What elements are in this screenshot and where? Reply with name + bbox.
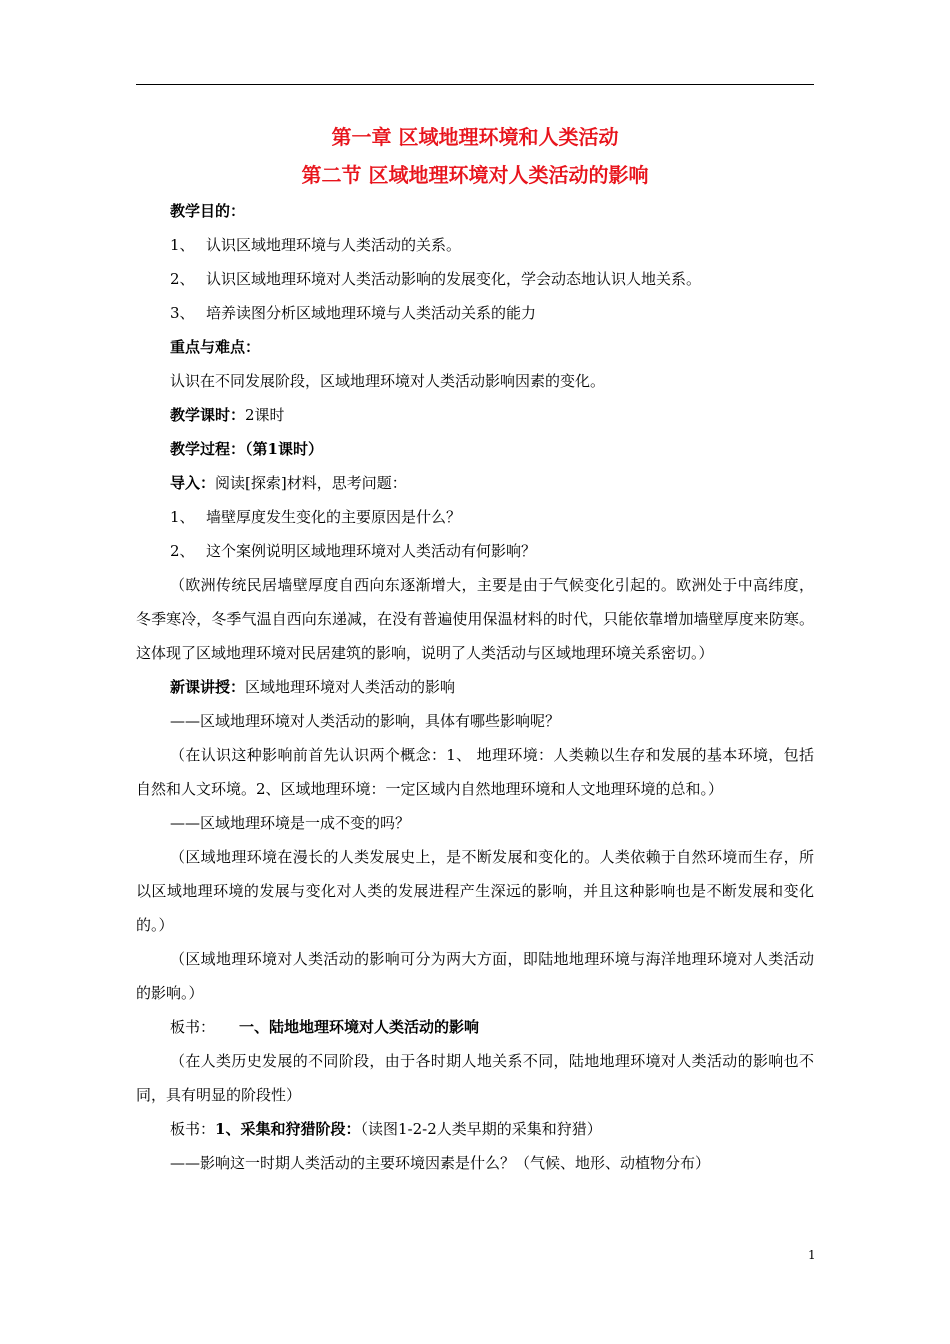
hours-line: 教学课时：2课时	[170, 406, 285, 424]
concepts-paragraph: （在认识这种影响前首先认识两个概念：1、 地理环境：人类赖以生存和发展的基本环境，包括自然和人文环境。2、区域地理环境：一定区域内自然地理环境和人文地理环境的总和。）	[136, 746, 814, 798]
board-line: 板书： 一、陆地地理环境对人类活动的影响	[170, 1018, 480, 1036]
header-rule	[136, 84, 814, 85]
question-line: ——区域地理环境是一成不变的吗？	[170, 814, 411, 832]
question-line: ——影响这一时期人类活动的主要环境因素是什么？（气候、地形、动植物分布）	[170, 1154, 711, 1172]
chapter-title: 第一章 区域地理环境和人类活动	[331, 125, 619, 149]
document-body	[136, 118, 814, 1180]
answer-paragraph: （在人类历史发展的不同阶段，由于各时期人地关系不同，陆地地理环境对人类活动的影响也不同，具有明显的阶段性）	[136, 1052, 814, 1104]
new-lesson-line: 新课讲授：区域地理环境对人类活动的影响	[170, 678, 456, 696]
answer-paragraph: （区域地理环境对人类活动的影响可分为两大方面，即陆地地理环境与海洋地理环境对人类活动的影响。）	[136, 950, 814, 1002]
question-line: ——区域地理环境对人类活动的影响，具体有哪些影响呢？	[170, 712, 561, 730]
intro-line: 导入：阅读[探索]材料，思考问题：	[170, 474, 407, 492]
process-heading: 教学过程：（第1课时）	[170, 440, 323, 458]
objective-item: 2、 认识区域地理环境对人类活动影响的发展变化，学会动态地认识人地关系。	[170, 270, 702, 288]
question-item: 2、 这个案例说明区域地理环境对人类活动有何影响？	[170, 542, 537, 560]
objective-item: 1、 认识区域地理环境与人类活动的关系。	[170, 236, 462, 254]
objective-item: 3、 培养读图分析区域地理环境与人类活动关系的能力	[170, 304, 537, 322]
answer-paragraph: （区域地理环境在漫长的人类发展史上，是不断发展和变化的。人类依赖于自然环境而生存，所以区域地理环境的发展与变化对人类的发展进程产生深远的影响，并且这种影响也是不断发展和变化的。）	[136, 848, 814, 934]
page-number: 1	[808, 1248, 816, 1262]
key-text: 认识在不同发展阶段，区域地理环境对人类活动影响因素的变化。	[170, 372, 606, 390]
answer-paragraph: （欧洲传统民居墙壁厚度自西向东逐渐增大，主要是由于气候变化引起的。欧洲处于中高纬度，冬季寒冷，冬季气温自西向东递减，在没有普遍使用保温材料的时代，只能依靠增加墙壁厚度来防寒。这体现了区域地理环境对民居建筑的影响，说明了人类活动与区域地理环境关系密切。）	[136, 576, 814, 662]
question-item: 1、 墙壁厚度发生变化的主要原因是什么？	[170, 508, 462, 526]
section-title: 第二节 区域地理环境对人类活动的影响	[301, 163, 649, 187]
objectives-heading: 教学目的：	[170, 202, 246, 220]
key-heading: 重点与难点：	[170, 338, 261, 356]
board-line: 板书：1、采集和狩猎阶段：（读图1-2-2人类早期的采集和狩猎）	[170, 1120, 602, 1138]
